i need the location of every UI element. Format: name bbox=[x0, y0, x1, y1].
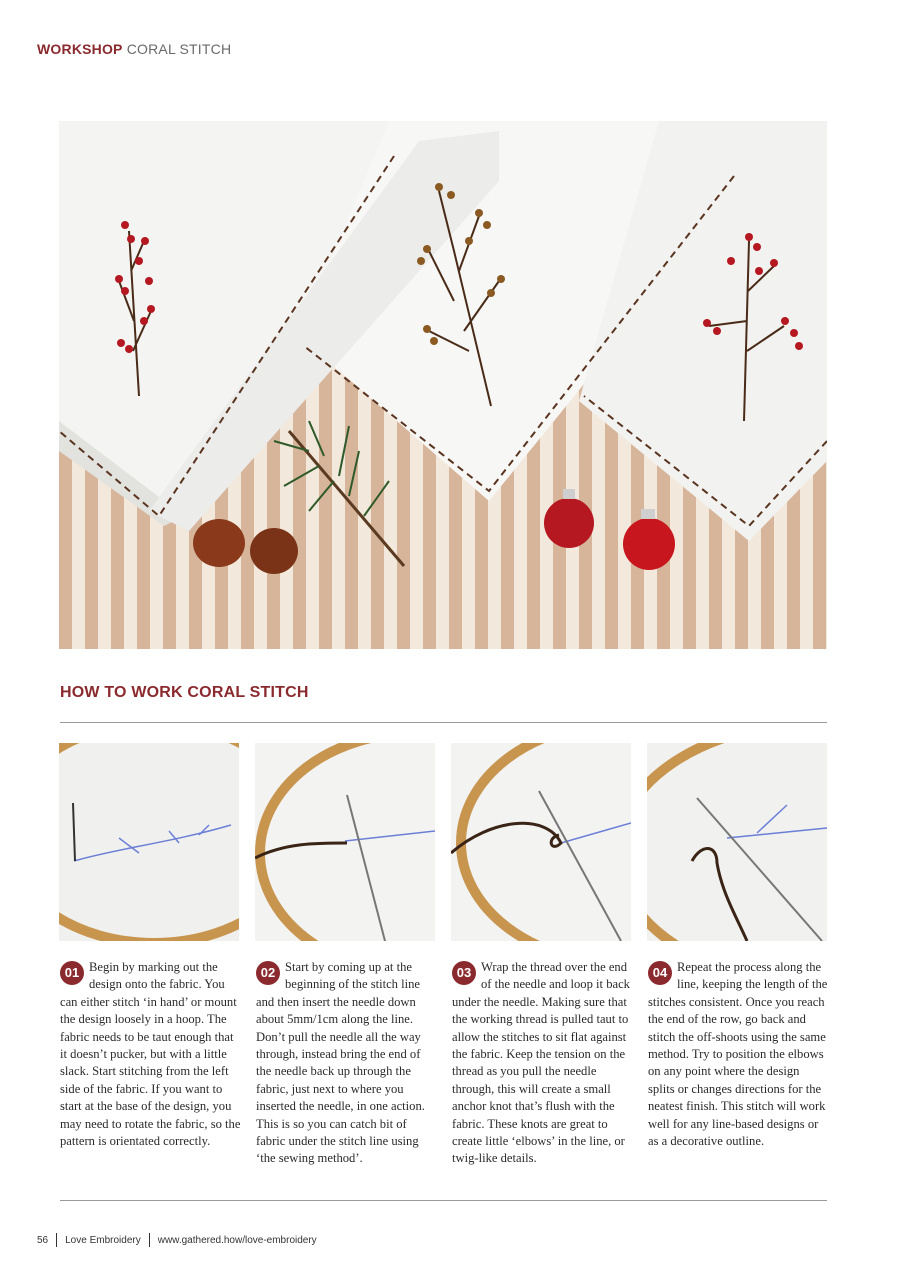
step-photo-03 bbox=[451, 743, 631, 941]
step-text: Repeat the process along the line, keeping the length of the stitches consistent. Once you reach the end of the row, go back and stitch the off-shoots using the same method. Try to position the elbows on any point where the design splits or changes directions for the neatest finish. This stitch will work well for any line-based designs or as a decorative outline. bbox=[648, 960, 828, 1149]
hero-photo bbox=[59, 121, 827, 649]
step-number-badge: 03 bbox=[452, 961, 476, 985]
divider bbox=[60, 1200, 827, 1201]
step-text: Start by coming up at the beginning of the stitch line and then insert the needle down about 5mm/1cm along the line. Don’t pull the needle all the way through, instead bring the end of the needle back up through the fabric, just next to where you inserted the needle, in one action. This is so you can catch bit of fabric under the stitch line using ‘the sewing method’. bbox=[256, 960, 425, 1166]
separator bbox=[149, 1233, 150, 1247]
footer bbox=[37, 1233, 317, 1247]
hazelnut bbox=[193, 519, 245, 567]
header-topic: CORAL STITCH bbox=[126, 41, 232, 57]
magazine-name: Love Embroidery bbox=[65, 1234, 141, 1246]
website-link[interactable]: www.gathered.how/love-embroidery bbox=[157, 1234, 317, 1246]
section-title: HOW TO WORK CORAL STITCH bbox=[60, 684, 309, 701]
bauble bbox=[544, 498, 594, 548]
step-text: Begin by marking out the design onto the fabric. You can either stitch ‘in hand’ or mount the design loosely in a hoop. The fabric needs to be taut enough that it doesn’t pucker, but with a little slack. Start stitching from the left side of the fabric. If you want to start at the base of the design, you may need to rotate the fabric, so the pattern is orientated correctly. bbox=[60, 960, 241, 1149]
step-number-badge: 02 bbox=[256, 961, 280, 985]
header-section: WORKSHOP bbox=[37, 41, 123, 57]
step-photo-01 bbox=[59, 743, 239, 941]
hazelnut bbox=[250, 528, 298, 574]
step-04 bbox=[648, 959, 829, 1150]
divider bbox=[60, 722, 827, 723]
bauble bbox=[623, 518, 675, 570]
step-text: Wrap the thread over the end of the needle and loop it back under the needle. Making sure that the working thread is pulled taut to allow the stitches to sit flat against the fabric. Keep the tension on the thread as you pull the needle through, this will create a small anchor knot that’s flush with the fabric. These knots are great to create little ‘elbows’ in the line, or twig-like details. bbox=[452, 960, 630, 1166]
step-02 bbox=[256, 959, 437, 1168]
step-number-badge: 01 bbox=[60, 961, 84, 985]
step-number-badge: 04 bbox=[648, 961, 672, 985]
separator bbox=[56, 1233, 57, 1247]
step-photo-02 bbox=[255, 743, 435, 941]
page-number: 56 bbox=[37, 1234, 49, 1246]
hero-illustration bbox=[59, 121, 827, 649]
step-03 bbox=[452, 959, 633, 1168]
step-photo-04 bbox=[647, 743, 827, 941]
step-01 bbox=[60, 959, 241, 1150]
running-header bbox=[37, 41, 231, 57]
